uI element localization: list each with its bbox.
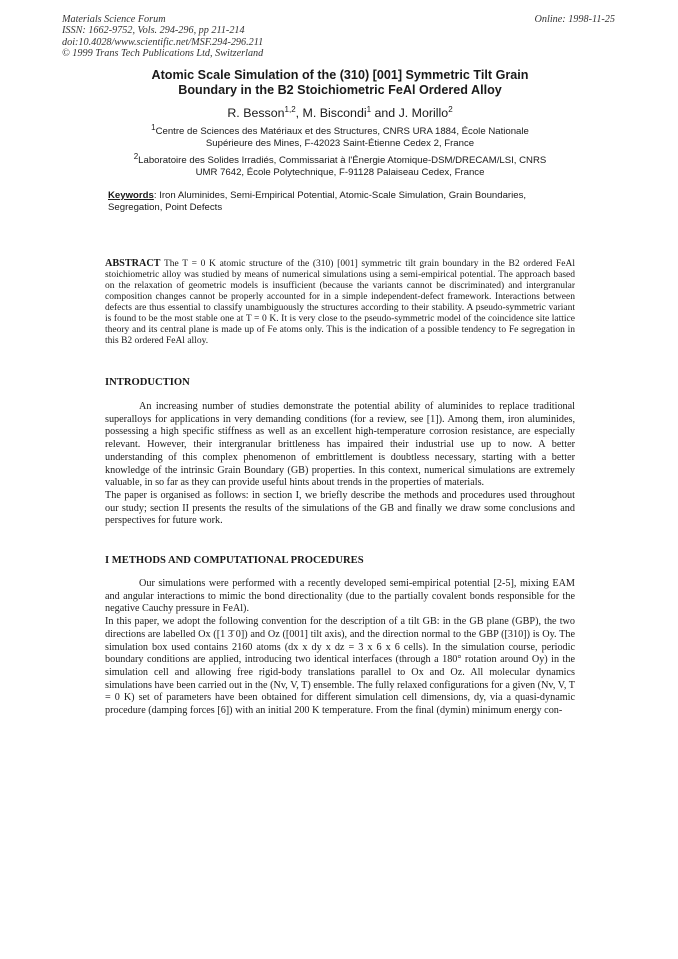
doi-line: doi:10.4028/www.scientific.net/MSF.294-296.211 (62, 36, 264, 48)
affiliation-2 (115, 151, 565, 179)
keywords-label: Keywords (108, 190, 154, 201)
paper-title (100, 68, 580, 98)
affiliation-1 (115, 122, 565, 150)
author-name: R. Besson (227, 106, 285, 120)
paragraph: Our simulations were performed with a recently developed semi-empirical potential [2-5], mixing EAM and angular interactions to mimic the bond directionality (due to the partially covalent bonds responsible for the negative Cauchy pressure in FeAl). (105, 578, 575, 615)
copyright-line: © 1999 Trans Tech Publications Ltd, Switzerland (62, 47, 264, 59)
affiliation-line: Laboratoire des Solides Irradiés, Commissariat à l'Énergie Atomique-DSM/DRECAM/LSI, CNRS (138, 155, 547, 166)
abstract-block (105, 258, 575, 347)
affiliation-mark: 1 (151, 122, 156, 132)
affiliation-mark: 2 (133, 151, 139, 161)
author-affiliation-mark: 1 (366, 104, 372, 114)
section-heading-introduction: INTRODUCTION (105, 377, 190, 388)
author-affiliation-mark: 2 (448, 104, 453, 114)
title-line-2: Boundary in the B2 Stoichiometric FeAl Ordered Alloy (178, 83, 502, 97)
keywords-text: : Iron Aluminides, Semi-Empirical Potential, Atomic-Scale Simulation, Grain Boundaries, Segregation, Point Defects (108, 190, 527, 214)
author-affiliation-mark: 1,2 (284, 104, 296, 114)
affiliation-line: Centre de Sciences des Matériaux et des Structures, CNRS URA 1884, École Nationale (155, 126, 529, 137)
author-name: and J. Morillo (371, 106, 449, 120)
author-name: , M. Biscondi (295, 106, 367, 120)
journal-name: Materials Science Forum (62, 14, 166, 25)
section-heading-methods: I METHODS AND COMPUTATIONAL PROCEDURES (105, 555, 364, 566)
author-list (100, 106, 580, 120)
abstract-text: The T = 0 K atomic structure of the (310) [001] symmetric tilt grain boundary in the B2 ordered FeAl stoichiometric alloy was studied by means of numerical simulations using a semi-empirical potential. The approach based on the relaxation of geometric models is insufficient (because the variants cannot be discriminated) and intergranular composition changes cannot be properly accounted for in a simple independent-defect framework. Interactions between defects are thus essential to classify unambiguously the structures according to their stability. A pseudo-symmetric variant is found to be the most stable one at T = 0 K. It is very close to the pseudo-symmetric model of the coincidence site lattice theory and its central plane is made up of Fe atoms only. This is the indication of a possible tendency to Fe segregation in this B2 ordered FeAl alloy. (105, 259, 575, 346)
methods-body (105, 578, 575, 718)
title-line-1: Atomic Scale Simulation of the (310) [001] Symmetric Tilt Grain (151, 68, 529, 82)
publication-header (62, 14, 263, 59)
paragraph: An increasing number of studies demonstrate the potential ability of aluminides to replace traditional superalloys for applications in very demanding conditions (for a review, see [1]). Among them, iron aluminides, possessing a high specific stiffness as well as an excellent high-temperature corrosion resistance, are especially relevant. However, their intergranular brittleness has impaired their industrial use up to now. A better understanding of this complex phenomenon of embrittlement is doubtless necessary, starting with a better knowledge of the intrinsic Grain Boundary (GB) properties. In this context, numerical simulations are extremely valuable, in so far as they can provide useful hints about trends in the properties of materials. (105, 401, 575, 489)
abstract-label: ABSTRACT (105, 258, 161, 269)
issn-line: ISSN: 1662-9752, Vols. 294-296, pp 211-214 (62, 25, 245, 37)
introduction-body (105, 401, 575, 528)
affiliation-line: UMR 7642, École Polytechnique, F-91128 Palaiseau Cedex, France (195, 167, 485, 179)
affiliation-line: Supérieure des Mines, F-42023 Saint-Étienne Cedex 2, France (205, 138, 475, 150)
online-date: Online: 1998-11-25 (534, 14, 615, 25)
paragraph: In this paper, we adopt the following convention for the description of a tilt GB: in the GB plane (GBP), the two directions are labelled Ox ([1 3̄ 0]) and Oz ([001] tilt axis), and the direction normal to the GBP ([310]) is Oy. The simulation box used contains 2160 atoms (dx x dy x dz = 3 x 6 x 6 cells). In the simulation course, periodic boundary conditions are applied, introducing two identical interfaces (through a 180° rotation around Oy) in the simulation cell and allowing free rigid-body translations parallel to Ox and Oz. All molecular dynamics simulations have been carried out in the (Nv, V, T) ensemble. The fully relaxed configurations for a given (Nv, V, T = 0 K) set of parameters have been obtained for different simulation cell dimensions, dy, via a quasi-dynamic procedure (damping forces [6]) with an initial 200 K temperature. From the final (dymin) minimum energy con- (105, 616, 575, 717)
paragraph: The paper is organised as follows: in section I, we briefly describe the methods and procedures used throughout our study; section II presents the results of the simulations of the GB and finally we draw some conclusions and perspectives for future work. (105, 489, 575, 527)
keywords-block (108, 190, 566, 215)
